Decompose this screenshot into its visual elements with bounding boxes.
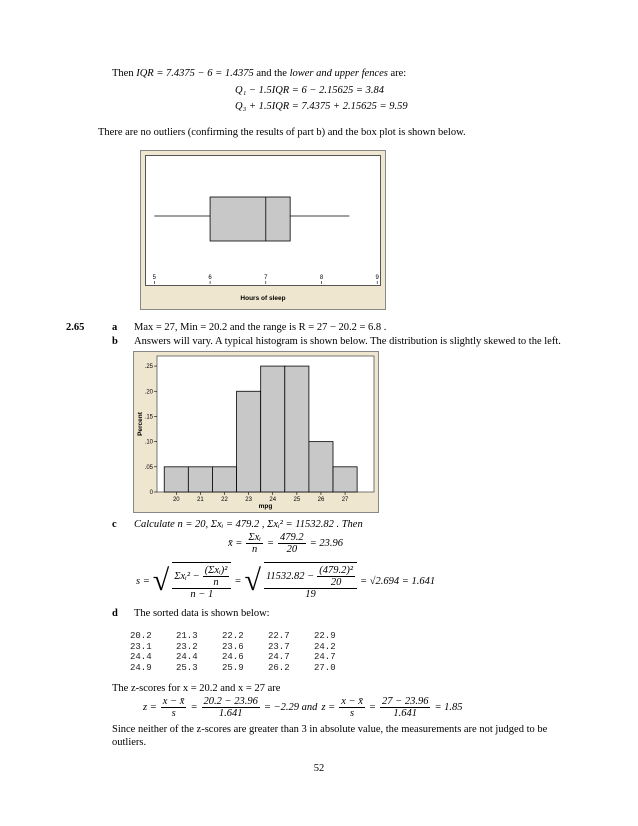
- histogram-bar: [333, 467, 357, 492]
- sorted-data-cell: 24.4: [176, 652, 198, 662]
- histogram-figure: [133, 351, 379, 513]
- outlier-statement: There are no outliers (confirming the results of part b) and the box plot is shown below.: [98, 127, 466, 138]
- mean-denominator-numeric: 20: [286, 544, 298, 556]
- page-number: 52: [313, 763, 325, 774]
- histogram-bar: [212, 467, 236, 492]
- iqr-tail-end: are:: [390, 68, 407, 79]
- boxplot-xlabel: Hours of sleep: [240, 295, 286, 302]
- mean-lhs: x̄ =: [228, 538, 243, 550]
- y-tick-label: .15: [144, 414, 153, 421]
- sqrt-symbol-1: √: [152, 564, 170, 598]
- z1-numerator-symbolic: x − x̄: [162, 696, 185, 707]
- z1-numerator-numeric: 20.2 − 23.96: [203, 696, 258, 707]
- iqr-lead: Then: [112, 68, 134, 79]
- mean-fraction-numeric: [278, 532, 306, 555]
- part-d-label: d: [112, 608, 118, 619]
- sd-numerator-numeric: [264, 565, 357, 589]
- sd-inner-numerator-value: (479.2)²: [319, 565, 354, 576]
- boxplot-svg: [146, 156, 380, 285]
- part-b-text: Answers will vary. A typical histogram is shown below. The distribution is slightly skewed to the left.: [134, 336, 561, 347]
- sorted-data-cell: 24.7: [268, 652, 290, 662]
- sorted-data-cell: 24.4: [130, 652, 152, 662]
- histogram-bar: [309, 442, 333, 492]
- z2-denominator-numeric: 1.641: [393, 708, 418, 720]
- z2-equals: =: [368, 702, 376, 714]
- sd-equals: =: [234, 575, 242, 587]
- sorted-data-cell: 22.7: [268, 631, 290, 641]
- mean-equals: =: [266, 538, 275, 550]
- y-tick-label: .20: [144, 389, 153, 396]
- x-tick-label: 5: [152, 275, 157, 281]
- z1-equals: =: [190, 702, 198, 714]
- x-tick-label: 24: [269, 497, 277, 503]
- x-tick-label: 8: [319, 275, 324, 281]
- mean-fraction-symbolic: [246, 532, 263, 555]
- sd-sum-sq-value: 11532.82 −: [265, 571, 315, 582]
- sd-result: = √2.694 = 1.641: [360, 575, 436, 587]
- z1-lhs: z =: [143, 702, 157, 714]
- sorted-data-cell: 26.2: [268, 662, 290, 673]
- histogram-bar: [164, 467, 188, 492]
- x-tick-label: 6: [208, 275, 212, 281]
- x-tick-label: 9: [375, 275, 379, 281]
- sorted-data-row: [130, 642, 360, 653]
- z1-denominator-symbolic: s: [171, 708, 176, 720]
- part-a-text: Max = 27, Min = 20.2 and the range is R = 27 − 20.2 = 6.8 .: [134, 322, 387, 333]
- z2-denominator-symbolic: s: [350, 708, 355, 720]
- mean-numerator-symbolic: Σxᵢ: [248, 532, 261, 543]
- conclusion-line-2: outliers.: [112, 737, 147, 748]
- sorted-data-cell: 23.1: [130, 641, 152, 652]
- iqr-tail: and the: [256, 68, 287, 79]
- boxplot-figure: [140, 150, 386, 310]
- lower-fence: Q₁ − 1.5IQR = 6 − 2.15625 = 3.84: [235, 85, 384, 96]
- histogram-bar: [188, 467, 212, 492]
- x-tick-label: 25: [293, 497, 301, 503]
- part-d-text: The sorted data is shown below:: [134, 608, 270, 619]
- x-tick-label: 23: [245, 497, 252, 503]
- histogram-svg: [134, 352, 378, 512]
- sorted-data-cell: 23.7: [268, 641, 290, 652]
- sorted-data-cell: 24.2: [314, 641, 336, 652]
- histogram-bar: [237, 391, 261, 492]
- iqr-expression: IQR = 7.4375 − 6 = 1.4375: [136, 68, 254, 79]
- z2-fraction-symbolic: [339, 696, 365, 719]
- histogram-bar: [261, 366, 285, 492]
- sd-fraction-symbolic: [172, 562, 231, 600]
- sorted-data-cell: 22.2: [222, 631, 244, 641]
- y-tick-label: .10: [144, 439, 153, 446]
- z1-result: = −2.29 and: [263, 702, 318, 714]
- iqr-box: [210, 197, 290, 241]
- histogram-ylabel: Percent: [137, 412, 144, 436]
- sd-numerator-symbolic: [172, 565, 231, 589]
- mean-denominator-symbolic: n: [252, 544, 258, 556]
- sd-inner-denominator-value: 20: [330, 577, 342, 589]
- y-tick-label: .25: [144, 364, 153, 371]
- sorted-data-cell: 23.2: [176, 641, 198, 652]
- x-tick-label: 22: [221, 497, 228, 503]
- z1-denominator-numeric: 1.641: [218, 708, 243, 720]
- part-b-label: b: [112, 336, 118, 347]
- sorted-data-row: [130, 652, 360, 663]
- sorted-data-cell: 24.9: [130, 662, 152, 673]
- sd-sum-sq: Σxᵢ² −: [174, 571, 200, 582]
- part-a-label: a: [112, 322, 118, 333]
- sd-lhs: s =: [136, 575, 150, 587]
- sorted-data-cell: 24.7: [314, 652, 336, 662]
- sd-inner-numerator: (Σxᵢ)²: [204, 565, 228, 576]
- sd-inner-fraction: [203, 565, 230, 588]
- sqrt-symbol-2: √: [244, 564, 261, 598]
- z2-numerator-symbolic: x − x̄: [341, 696, 363, 707]
- sd-inner-fraction-numeric: [317, 565, 355, 588]
- sorted-data-cell: 20.2: [130, 631, 152, 641]
- mean-result: = 23.96: [309, 538, 343, 550]
- boxplot-area: [145, 155, 381, 286]
- mean-formula: [228, 532, 343, 555]
- x-tick-label: 21: [197, 497, 204, 503]
- sorted-data-row: [130, 631, 360, 642]
- problem-number: 2.65: [66, 322, 85, 333]
- iqr-line: [112, 68, 406, 79]
- sd-fraction-numeric: [264, 562, 357, 600]
- part-c-label: c: [112, 519, 117, 530]
- upper-fence: Q₃ + 1.5IQR = 7.4375 + 2.15625 = 9.59: [235, 101, 408, 112]
- sorted-data-cell: 21.3: [176, 631, 198, 641]
- x-tick-label: 7: [264, 275, 268, 281]
- z1-fraction-numeric: [202, 696, 260, 719]
- sorted-data-cell: 23.6: [222, 641, 244, 652]
- sorted-data-cell: 24.6: [222, 652, 244, 662]
- sd-denominator-symbolic: n − 1: [190, 589, 214, 601]
- z-formulas: [143, 696, 463, 719]
- z-intro: The z-scores for x = 20.2 and x = 27 are: [112, 683, 281, 694]
- conclusion-line-1: Since neither of the z-scores are greater than 3 in absolute value, the measurements are not judged to be: [112, 724, 548, 735]
- y-tick-label: .05: [144, 464, 153, 471]
- sorted-data-cell: 25.9: [222, 662, 244, 673]
- sorted-data-row: [130, 663, 360, 674]
- z1-fraction-symbolic: [161, 696, 187, 719]
- mean-numerator-numeric: 479.2: [280, 532, 304, 543]
- part-c-text: Calculate n = 20, Σxᵢ = 479.2 , Σxᵢ² = 11532.82 . Then: [134, 519, 363, 530]
- sd-inner-denominator: n: [213, 577, 219, 589]
- sd-formula: [136, 562, 435, 600]
- x-tick-label: 26: [317, 497, 325, 503]
- sd-denominator-numeric: 19: [305, 589, 316, 601]
- sorted-data-cell: 27.0: [314, 662, 336, 673]
- x-tick-label: 27: [341, 497, 349, 503]
- z2-fraction-numeric: [380, 696, 430, 719]
- iqr-fences-phrase: lower and upper fences: [289, 68, 388, 79]
- y-tick-label: 0: [149, 490, 153, 496]
- sorted-data-table: [130, 631, 360, 673]
- histogram-xlabel: mpg: [258, 503, 273, 510]
- histogram-bar: [285, 366, 309, 492]
- z2-lhs: z =: [321, 702, 336, 714]
- sorted-data-cell: 22.9: [314, 631, 336, 641]
- x-tick-label: 20: [172, 497, 180, 503]
- sorted-data-cell: 25.3: [176, 662, 198, 673]
- z2-result: = 1.85: [434, 702, 463, 714]
- z2-numerator-numeric: 27 − 23.96: [381, 696, 429, 707]
